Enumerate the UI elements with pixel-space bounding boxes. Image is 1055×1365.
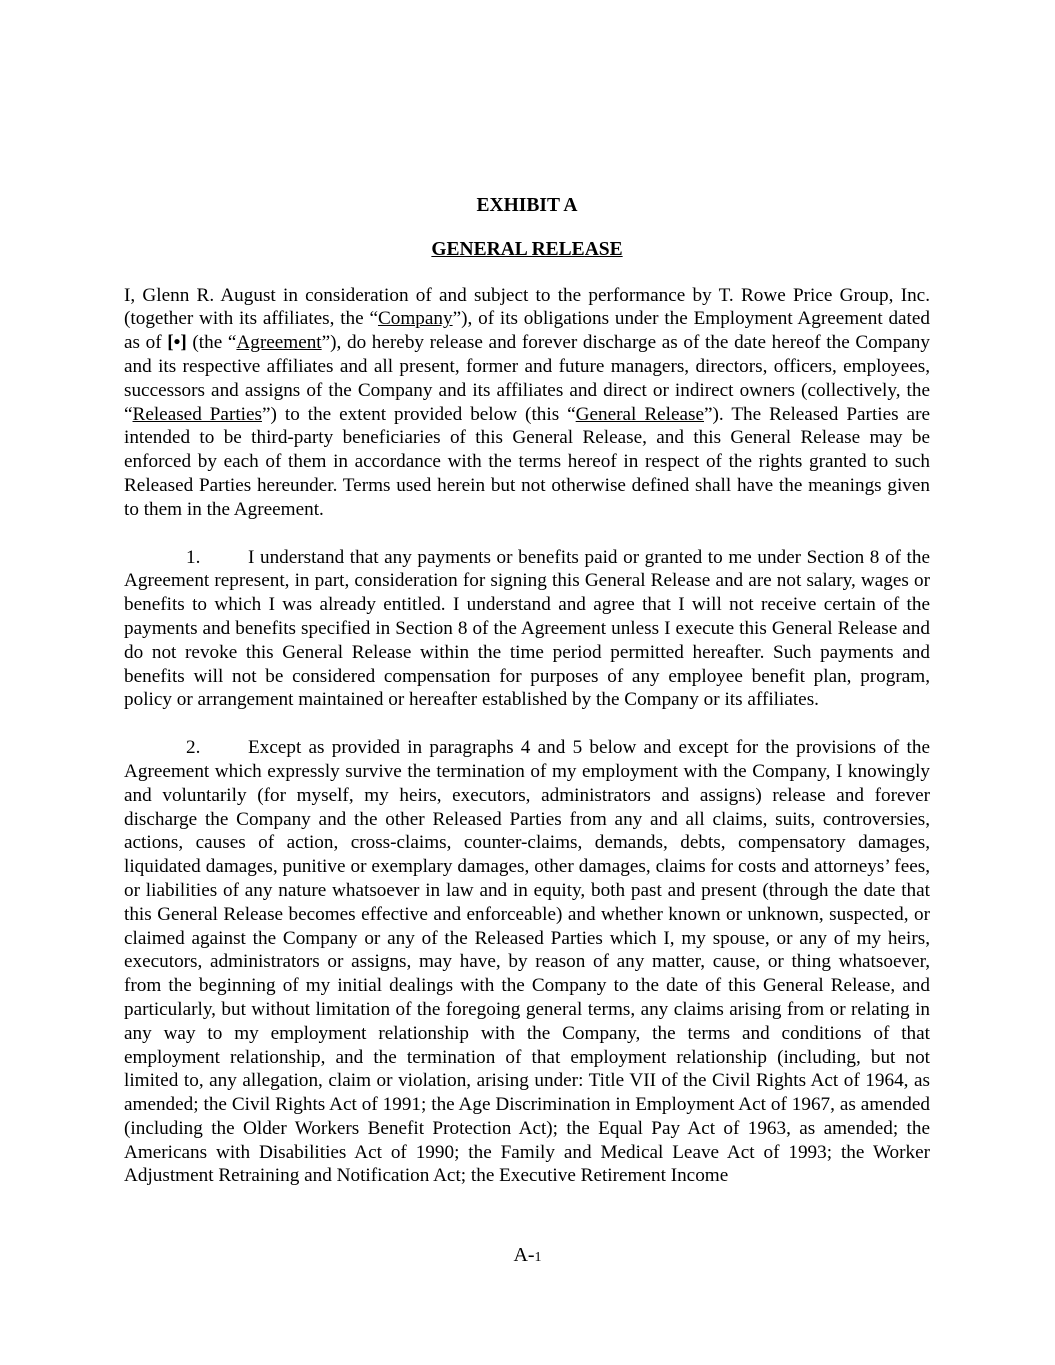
intro-text-6: ”). The Released Parties are intended to be third-party beneficiaries of this General Release, and this General Release may be enforced by each of them in accordance with the terms hereof in respect of the rights granted to such Released Parties hereunder. Terms used herein but not otherwise defined shall have the meanings given to them in the Agreement. (124, 403, 930, 520)
exhibit-heading: EXHIBIT A (476, 195, 578, 216)
page-footer (0, 1244, 1055, 1267)
intro-text-2: ”), of its obligations under the Employment Agreement dated as of (124, 308, 930, 354)
defined-term-general-release: General Release (575, 403, 705, 425)
defined-term-company: Company (377, 308, 453, 330)
intro-text-3: (the “ (186, 332, 237, 354)
document-page (124, 190, 930, 1188)
paragraph-1 (124, 546, 930, 713)
intro-text-1: I, Glenn R. August in consideration of and subject to the performance by T. Rowe Price Group, Inc. (together with its affiliates, the “ (124, 284, 930, 330)
paragraph-number: 2. (186, 737, 201, 759)
paragraph-text: I understand that any payments or benefits paid or granted to me under Section 8 of the Agreement represent, in part, consideration for signing this General Release and are not salary, wages or benefits to which I was already entitled. I understand and agree that I will not receive certain of the payments and benefits specified in Section 8 of the Agreement unless I execute this General Release and do not revoke this General Release within the time period permitted hereafter. Such payments and benefits will not be considered compensation for purposes of any employee benefit plan, program, policy or arrangement maintained or hereafter established by the Company or its affiliates. (124, 546, 930, 711)
intro-text-4: ”), do hereby release and forever discharge as of the date hereof the Company and its respective affiliates and all present, former and future managers, directors, officers, employees, successors and assigns of the Company and its affiliates and direct or indirect owners (collectively, the “ (124, 332, 930, 425)
defined-term-released-parties: Released Parties (132, 403, 262, 425)
paragraph-text: Except as provided in paragraphs 4 and 5 below and except for the provisions of the Agreement which expressly survive the termination of my employment with the Company, I knowingly and voluntarily (for myself, my heirs, executors, administrators and assigns) release and forever discharge the Company and the other Released Parties from any and all claims, suits, controversies, actions, causes of action, cross-claims, counter-claims, demands, debts, compensatory damages, liquidated damages, punitive or exemplary damages, other damages, claims for costs and attorneys’ fees, or liabilities of any nature whatsoever in law and in equity, both past and present (through the date that this General Release becomes effective and enforceable) and whether known or unknown, suspected, or claimed against the Company or any of the Released Parties which I, my spouse, or any of my heirs, executors, administrators or assigns, may have, by reason of any matter, cause, or thing whatsoever, from the beginning of my initial dealings with the Company to the date of this General Release, and particularly, but without limitation of the foregoing general terms, any claims arising from or relating in any way to my employment relationship with the Company, the terms and conditions of that employment relationship, and the termination of that employment relationship (including, but not limited to, any allegation, claim or violation, arising under: Title VII of the Civil Rights Act of 1964, as amended; the Civil Rights Act of 1991; the Age Discrimination in Employment Act of 1967, as amended (including the Older Workers Benefit Protection Act); the Equal Pay Act of 1963, as amended; the Americans with Disabilities Act of 1990; the Family and Medical Leave Act of 1993; the Worker Adjustment Retraining and Notification Act; the Executive Retirement Income (124, 737, 930, 1187)
intro-paragraph (124, 284, 930, 522)
release-heading: GENERAL RELEASE (431, 238, 623, 260)
page-number: 1 (534, 1250, 542, 1265)
paragraph-number: 1. (186, 546, 201, 568)
defined-term-agreement: Agreement (236, 332, 322, 354)
intro-text-5: ”) to the extent provided below (this “ (261, 403, 576, 425)
page-number-prefix: A- (513, 1244, 535, 1266)
date-placeholder: [•] (167, 332, 187, 354)
paragraph-2 (124, 736, 930, 1188)
